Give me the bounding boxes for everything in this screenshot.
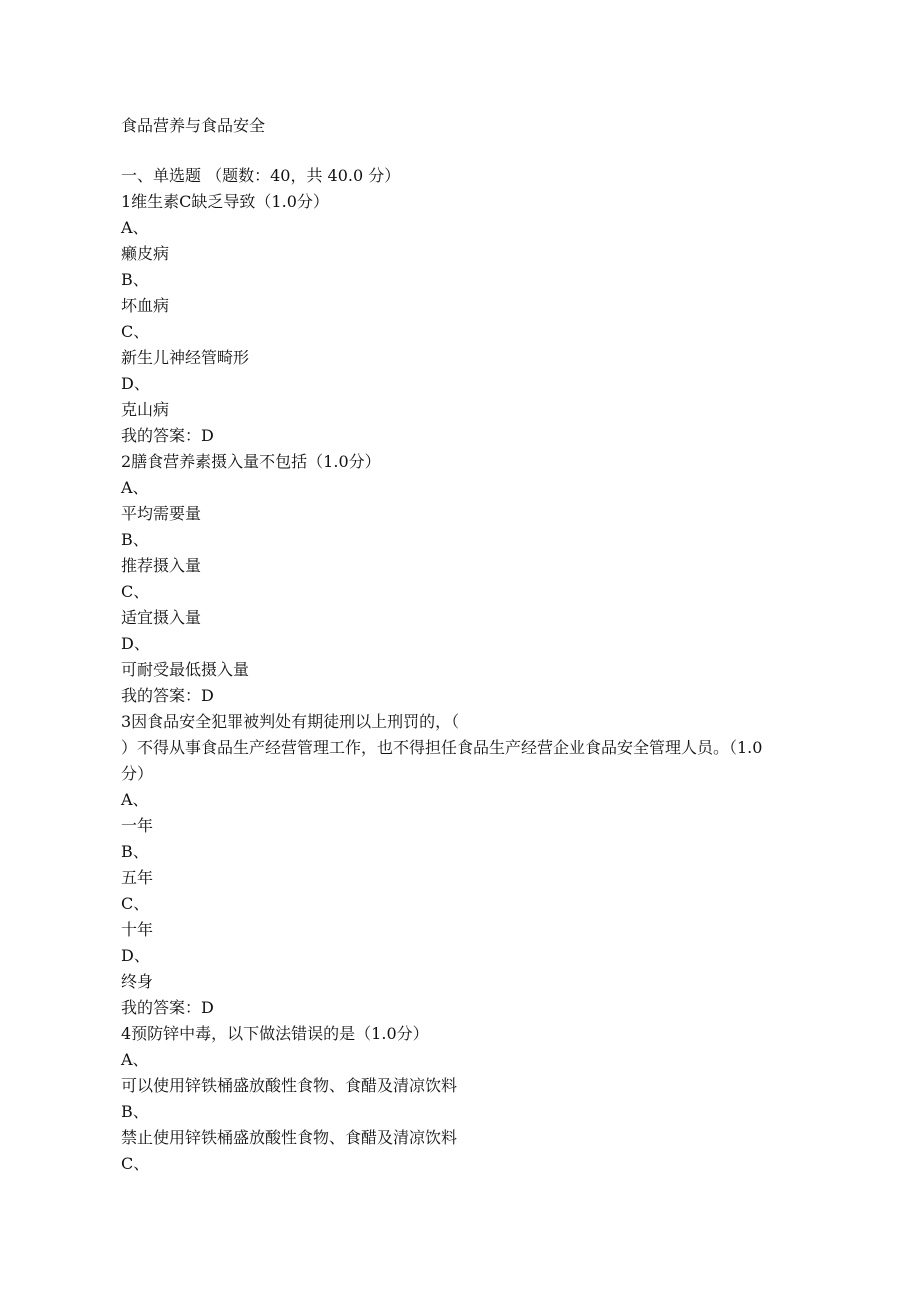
option-text: 克山病 <box>121 400 170 419</box>
option-text: 可耐受最低摄入量 <box>121 660 250 679</box>
document-page <box>121 113 821 1177</box>
option-letter: B、 <box>121 842 149 861</box>
option-text: 十年 <box>121 920 154 939</box>
option-letter: D、 <box>121 634 150 653</box>
option-letter: D、 <box>121 946 150 965</box>
option-letter: A、 <box>121 218 149 237</box>
option-letter: A、 <box>121 790 149 809</box>
option-letter: A、 <box>121 1050 149 1069</box>
option-text: 适宜摄入量 <box>121 608 202 627</box>
option-letter: B、 <box>121 1102 149 1121</box>
document-title: 食品营养与食品安全 <box>121 116 266 135</box>
option-text: 新生儿神经管畸形 <box>121 348 250 367</box>
option-letter: C、 <box>121 582 150 601</box>
option-text: 五年 <box>121 868 154 887</box>
option-letter: B、 <box>121 270 149 289</box>
option-letter: B、 <box>121 530 149 549</box>
option-letter: D、 <box>121 374 150 393</box>
question-2 <box>121 449 821 709</box>
option-letter: C、 <box>121 1154 150 1173</box>
question-stem: 1维生素C缺乏导致（1.0分） <box>121 192 329 211</box>
option-text: 推荐摄入量 <box>121 556 202 575</box>
question-4 <box>121 1021 821 1177</box>
question-stem-line: ）不得从事食品生产经营管理工作，也不得担任食品生产经营企业食品安全管理人员。（1.0 <box>121 738 763 757</box>
option-text: 癞皮病 <box>121 244 170 263</box>
option-letter: C、 <box>121 894 150 913</box>
question-1 <box>121 189 821 449</box>
option-text: 坏血病 <box>121 296 170 315</box>
option-letter: C、 <box>121 322 150 341</box>
option-text: 平均需要量 <box>121 504 202 523</box>
my-answer: 我的答案：D <box>121 686 214 705</box>
option-letter: A、 <box>121 478 149 497</box>
question-stem-line: 3因食品安全犯罪被判处有期徒刑以上刑罚的，（ <box>121 712 460 731</box>
question-stem: 4预防锌中毒，以下做法错误的是（1.0分） <box>121 1024 429 1043</box>
question-3 <box>121 709 821 1021</box>
question-stem-line: 分） <box>121 764 154 783</box>
option-text: 终身 <box>121 972 154 991</box>
option-text: 可以使用锌铁桶盛放酸性食物、食醋及清凉饮料 <box>121 1076 458 1095</box>
option-text: 一年 <box>121 816 154 835</box>
my-answer: 我的答案：D <box>121 426 214 445</box>
my-answer: 我的答案：D <box>121 998 214 1017</box>
section-heading: 一、单选题 （题数：40，共 40.0 分） <box>121 166 401 185</box>
question-stem: 2膳食营养素摄入量不包括（1.0分） <box>121 452 381 471</box>
option-text: 禁止使用锌铁桶盛放酸性食物、食醋及清凉饮料 <box>121 1128 458 1147</box>
